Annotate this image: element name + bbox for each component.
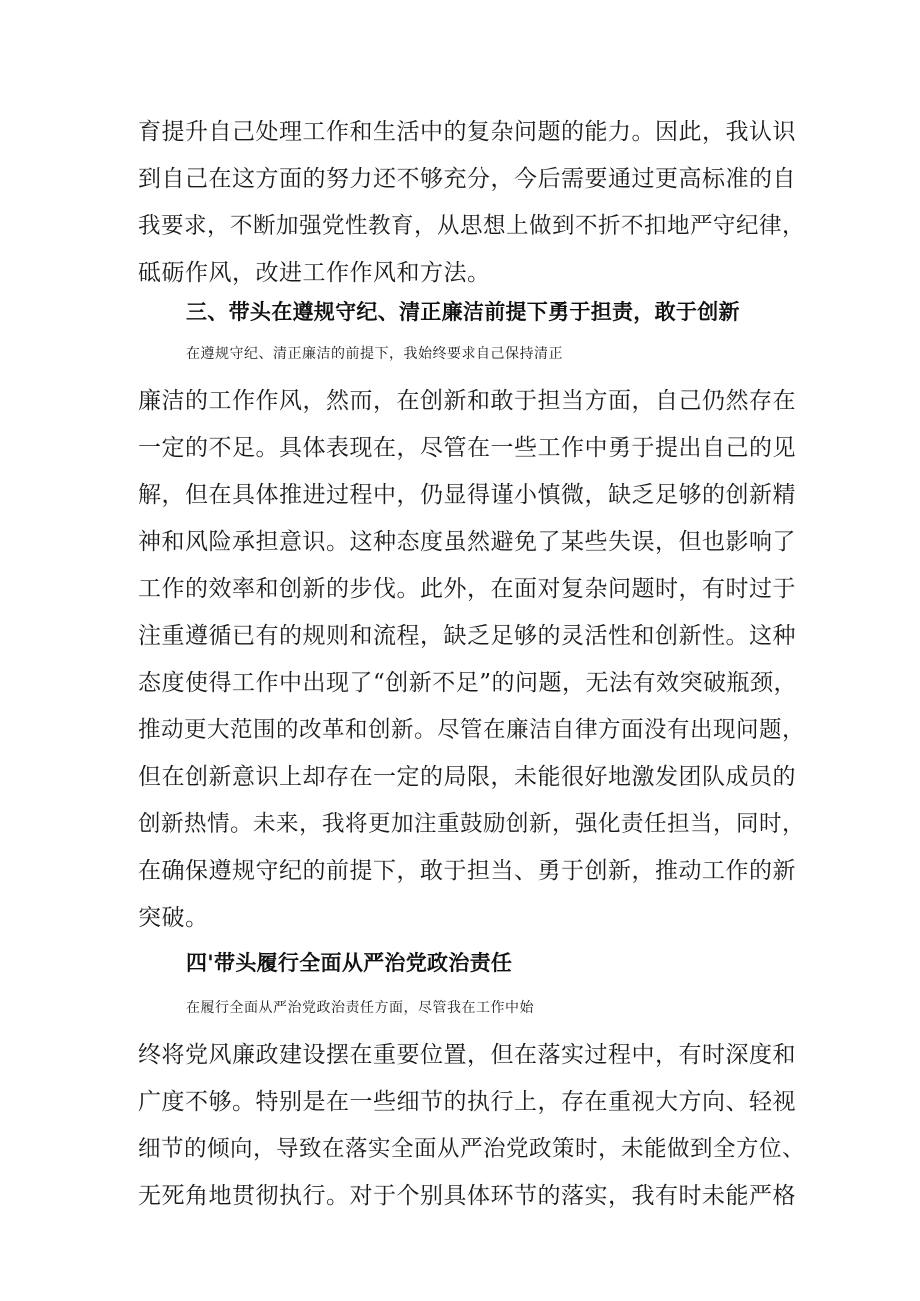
paragraph-line: 在确保遵规守纪的前提下，敢于担当、勇于创新，推动工作的新 (138, 858, 796, 884)
paragraph-line: 育提升自己处理工作和生活中的复杂问题的能力。因此，我认识 (138, 119, 796, 145)
paragraph-line: 廉洁的工作作风，然而，在创新和敢于担当方面，自己仍然存在 (138, 388, 796, 414)
paragraph-line: 细节的倾向，导致在落实全面从严治党政策时，未能做到全方位、 (138, 1136, 806, 1162)
paragraph-line: 砥砺作风，改进工作作风和方法。 (138, 260, 491, 286)
paragraph-line: 突破。 (138, 905, 209, 931)
paragraph-line: 在遵规守纪、清正廉洁的前提下，我始终要求自己保持清正 (186, 346, 563, 362)
paragraph-line: 但在创新意识上却存在一定的局限，未能很好地激发团队成员的 (138, 764, 796, 790)
paragraph-line: 在履行全面从严治党政治责任方面，尽管我在工作中始 (186, 1000, 534, 1016)
paragraph-line: 工作的效率和创新的步伐。此外，在面对复杂问题时，有时过于 (138, 576, 796, 602)
paragraph-line: 态度使得工作中出现了“创新不足”的问题，无法有效突破瓶颈， (138, 670, 798, 696)
paragraph-line: 创新热情。未来，我将更加注重鼓励创新，强化责任担当，同时， (138, 811, 806, 837)
paragraph-line: 到自己在这方面的努力还不够充分，今后需要通过更高标准的自 (138, 166, 796, 192)
paragraph-line: 一定的不足。具体表现在，尽管在一些工作中勇于提出自己的见 (138, 435, 796, 461)
paragraph-line: 无死角地贯彻执行。对于个别具体环节的落实，我有时未能严格 (138, 1183, 796, 1209)
paragraph-line: 推动更大范围的改革和创新。尽管在廉洁自律方面没有出现问题， (138, 717, 806, 743)
paragraph-line: 解，但在具体推进过程中，仍显得谨小慎微，缺乏足够的创新精 (138, 482, 796, 508)
section-heading-3: 三、带头在遵规守纪、清正廉洁前提下勇于担责，敢于创新 (186, 300, 740, 324)
paragraph-line: 广度不够。特别是在一些细节的执行上，存在重视大方向、轻视 (138, 1089, 796, 1115)
paragraph-line: 注重遵循已有的规则和流程，缺乏足够的灵活性和创新性。这种 (138, 623, 796, 649)
paragraph-line: 神和风险承担意识。这种态度虽然避免了某些失误，但也影响了 (138, 529, 796, 555)
paragraph-line: 我要求，不断加强党性教育，从思想上做到不折不扣地严守纪律， (138, 213, 806, 239)
paragraph-line: 终将党风廉政建设摆在重要位置，但在落实过程中，有时深度和 (138, 1042, 796, 1068)
section-heading-4: 四'带头履行全面从严治党政治责任 (186, 951, 513, 975)
